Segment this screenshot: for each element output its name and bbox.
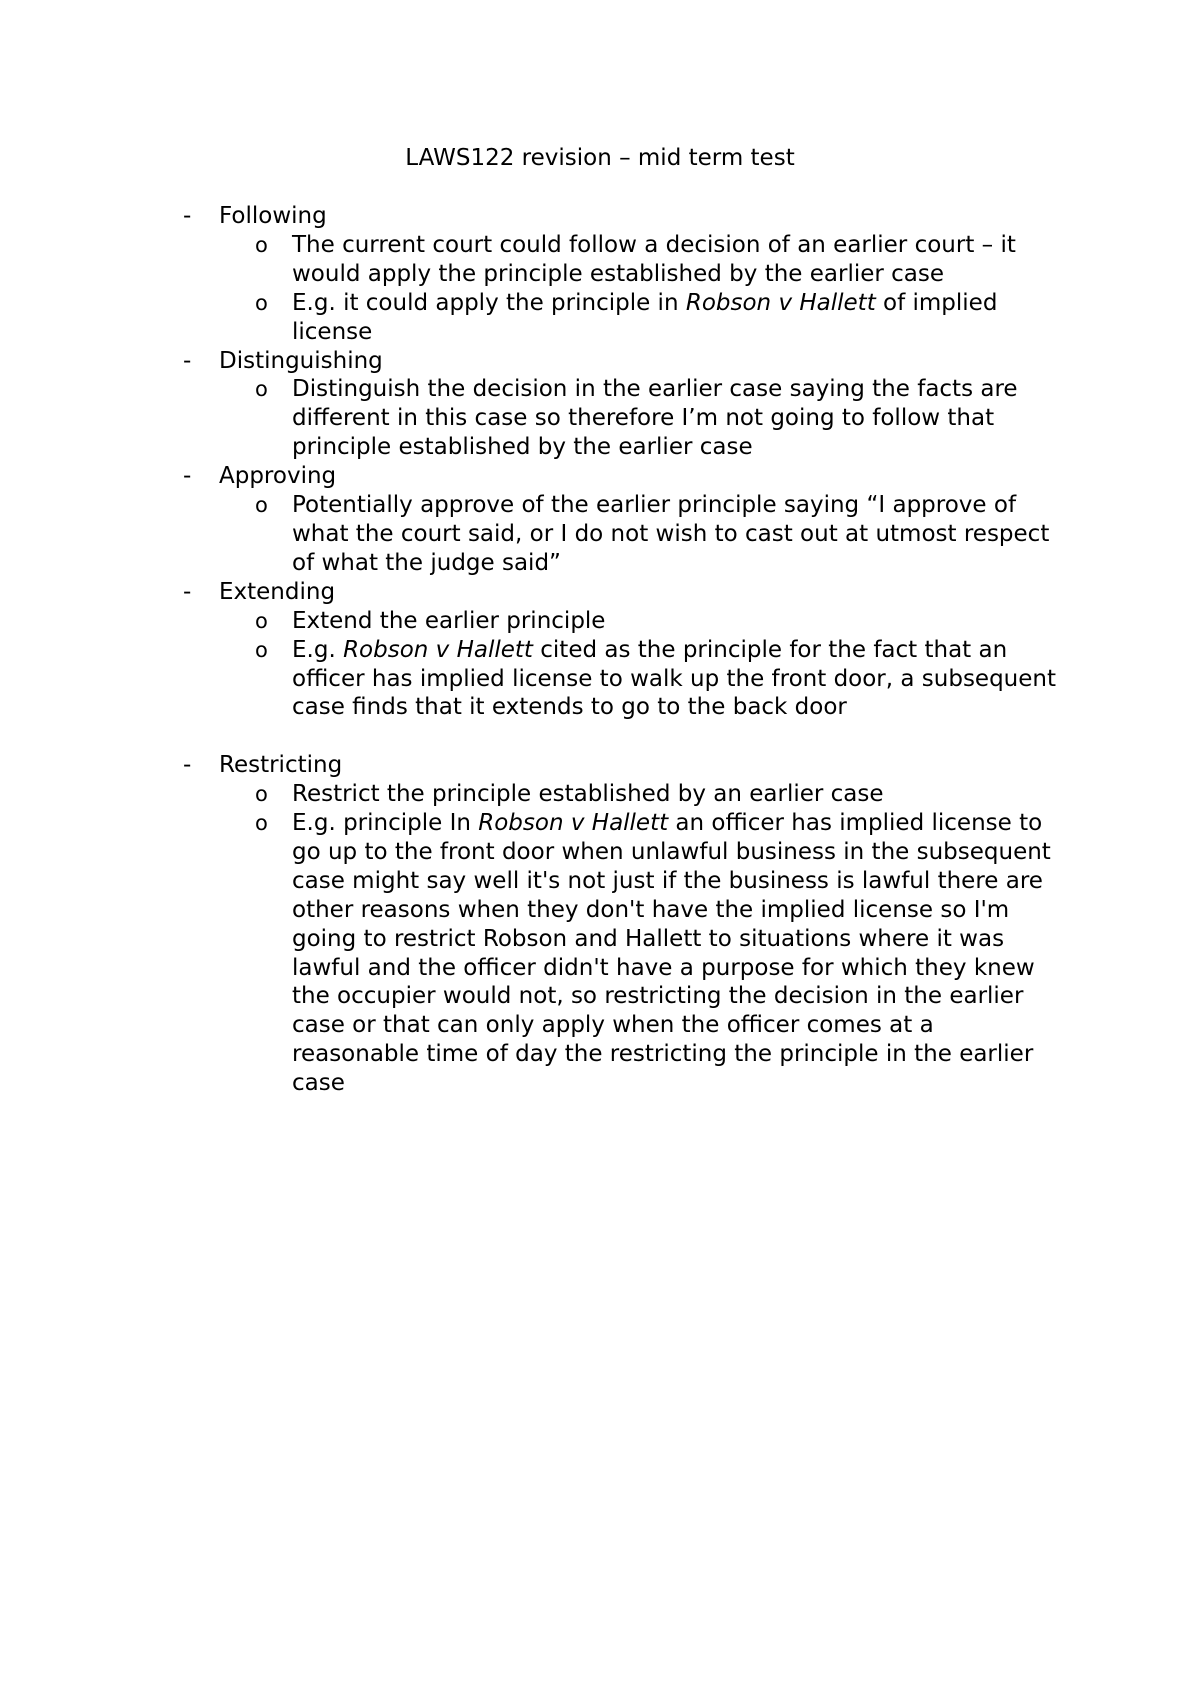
outline-item-approving xyxy=(183,462,1083,578)
circle-bullet: o xyxy=(255,811,268,836)
section-heading: Approving xyxy=(219,463,337,490)
outline-list xyxy=(183,202,1083,1098)
sub-item-text: The current court could follow a decision of an earlier court – it would apply the principle established by the earlier case xyxy=(292,231,1016,287)
sub-item xyxy=(255,809,1083,1098)
dash-bullet: - xyxy=(183,203,192,229)
circle-bullet: o xyxy=(255,377,268,402)
sub-item-text: Extend the earlier principle xyxy=(292,607,606,634)
sub-list xyxy=(219,491,1083,578)
outline-item-extending xyxy=(183,578,1083,723)
circle-bullet: o xyxy=(255,608,268,633)
case-name: Robson v Hallett xyxy=(685,289,876,316)
section-heading: Distinguishing xyxy=(219,347,383,374)
sub-item xyxy=(255,636,1083,723)
outline-item-following xyxy=(183,202,1083,347)
page-title: LAWS122 revision – mid term test xyxy=(405,145,795,171)
sub-item xyxy=(255,780,1083,809)
case-name: Robson v Hallett xyxy=(478,810,669,837)
circle-bullet: o xyxy=(255,782,268,807)
sub-list xyxy=(219,375,1083,462)
sub-item xyxy=(255,607,1083,636)
dash-bullet: - xyxy=(183,578,192,605)
sub-item-text: E.g. principle In Robson v Hallett an officer has implied license to go up to the front door when unlawful business in the subsequent case might say well it's not just if the business is lawful there are other reasons when they don't have the implied license so I'm going to restrict Robson and Hallett to situations where it was lawful and the officer didn't have a purpose for which they knew the occupier would not, so restricting the decision in the earlier case or that can only apply when the officer comes at a reasonable time of day the restricting the principle in the earlier case xyxy=(292,810,1051,1097)
circle-bullet: o xyxy=(255,493,268,518)
circle-bullet: o xyxy=(255,637,268,662)
sub-list xyxy=(219,607,1083,723)
dash-bullet: - xyxy=(183,752,192,779)
dash-bullet: - xyxy=(183,347,192,374)
dash-bullet: - xyxy=(183,463,192,490)
outline-item-restricting xyxy=(183,751,1083,1098)
sub-item xyxy=(255,491,1083,578)
section-heading: Restricting xyxy=(219,752,343,779)
outline-item-distinguishing xyxy=(183,347,1083,463)
sub-list xyxy=(219,780,1083,1098)
sub-item-text: E.g. it could apply the principle in Robson v Hallett of implied license xyxy=(292,289,998,345)
sub-item xyxy=(255,231,1083,289)
sub-item xyxy=(255,375,1083,462)
sub-item-text: Potentially approve of the earlier principle saying “I approve of what the court said, or I do not wish to cast out at utmost respect of what the judge said” xyxy=(292,492,1050,576)
sub-item-text: Distinguish the decision in the earlier case saying the facts are different in this case so therefore I’m not going to follow that principle established by the earlier case xyxy=(292,376,1018,461)
sub-item-text: Restrict the principle established by an earlier case xyxy=(292,781,884,808)
sub-item-text: E.g. Robson v Hallett cited as the principle for the fact that an officer has implied license to walk up the front door, a subsequent case finds that it extends to go to the back door xyxy=(292,636,1057,721)
circle-bullet: o xyxy=(255,290,268,315)
sub-item xyxy=(255,289,1083,347)
section-heading: Following xyxy=(219,203,327,229)
sub-list xyxy=(219,231,1083,347)
case-name: Robson v Hallett xyxy=(343,636,533,663)
circle-bullet: o xyxy=(255,232,268,257)
section-heading: Extending xyxy=(219,578,336,605)
